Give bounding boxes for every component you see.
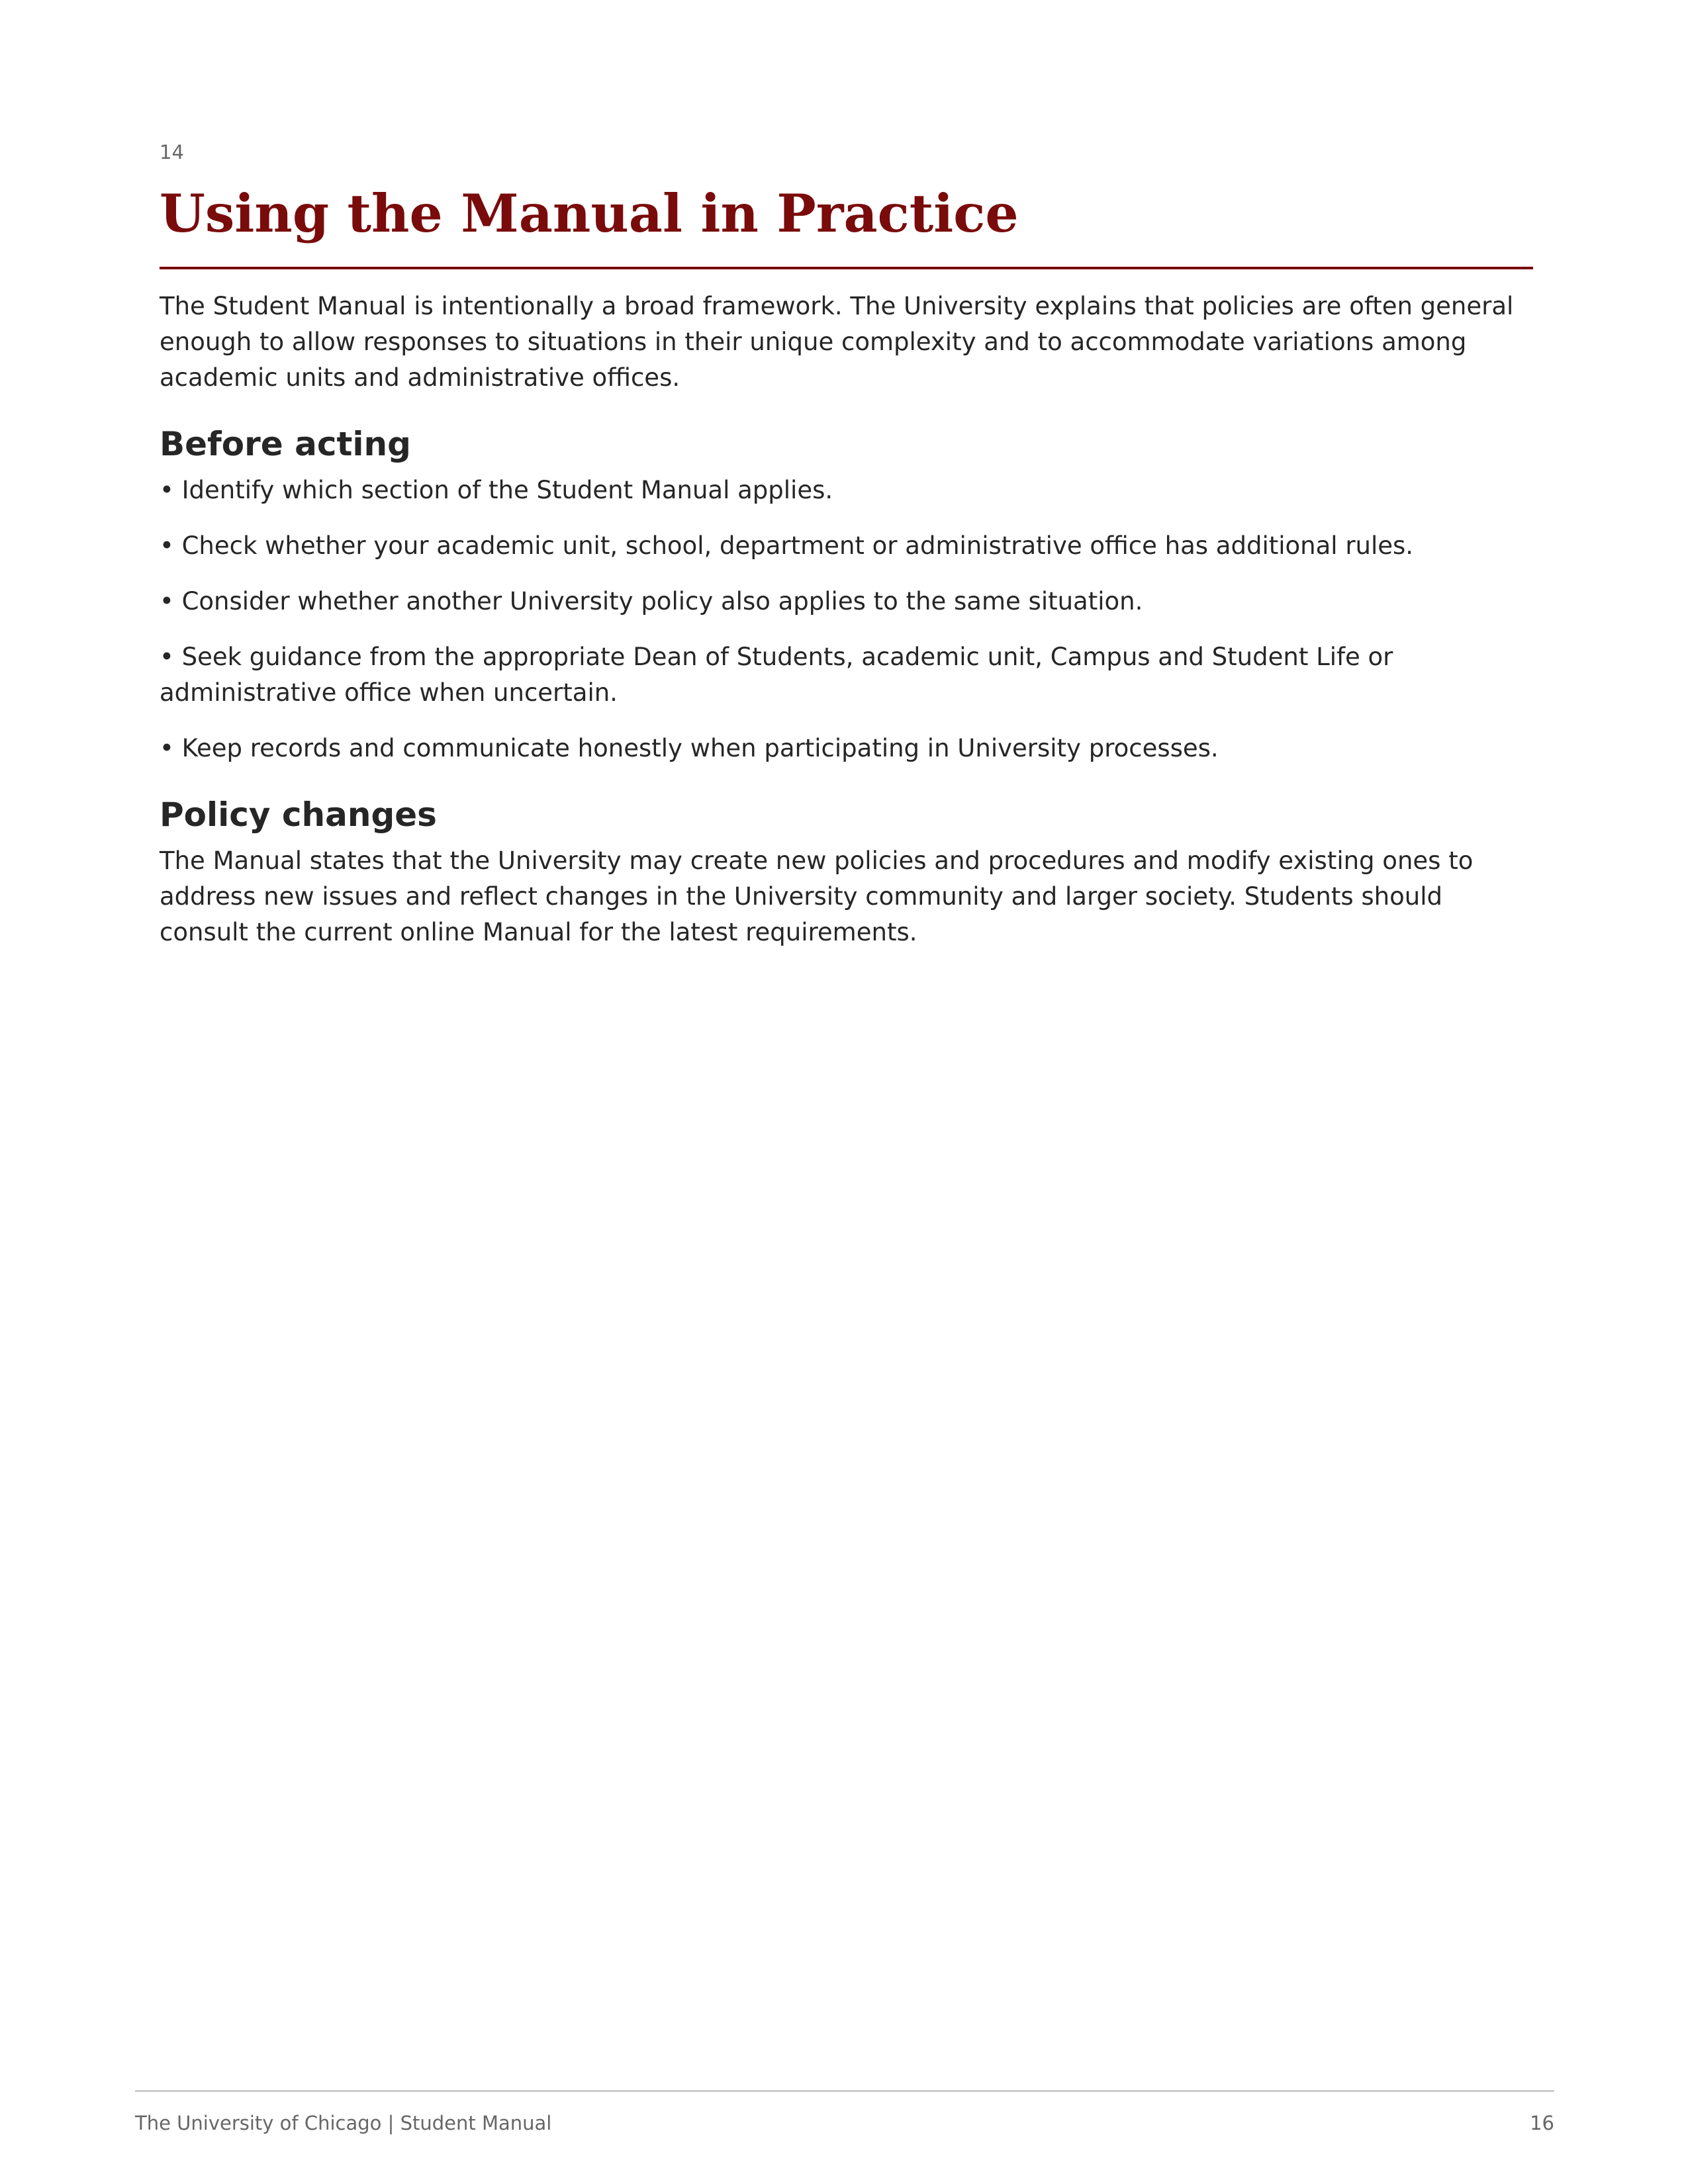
before-acting-list — [160, 473, 1533, 766]
policy-changes-paragraph: The Manual states that the University may create new policies and procedures and modify existing ones to address new issues and reflect changes in the University community and larger society. Students should consult the current online Manual for the latest requirements. — [160, 846, 1474, 946]
intro-paragraph: The Student Manual is intentionally a broad framework. The University explains that policies are often general enough to allow responses to situations in their unique complexity and to accommodate variations among academic units and administrative offices. — [160, 292, 1514, 392]
policy-changes-heading: Policy changes — [160, 796, 437, 834]
title-divider — [160, 267, 1533, 269]
page-number: 16 — [1530, 2112, 1554, 2134]
footer-divider — [135, 2090, 1554, 2092]
list-item: • Identify which section of the Student Manual applies. — [160, 476, 833, 504]
section-number: 14 — [160, 141, 184, 163]
page-title: Using the Manual in Practice — [160, 183, 1019, 244]
list-item: • Consider whether another University policy also applies to the same situation. — [160, 587, 1143, 615]
list-item: • Seek guidance from the appropriate Dean of Students, academic unit, Campus and Student Life or administrative office when uncertain. — [160, 643, 1393, 707]
footer-text: The University of Chicago | Student Manual — [135, 2112, 552, 2134]
list-item: • Check whether your academic unit, school, department or administrative office has additional rules. — [160, 531, 1414, 560]
main-content — [160, 289, 1533, 950]
before-acting-heading: Before acting — [160, 425, 411, 463]
list-item: • Keep records and communicate honestly when participating in University processes. — [160, 734, 1219, 762]
